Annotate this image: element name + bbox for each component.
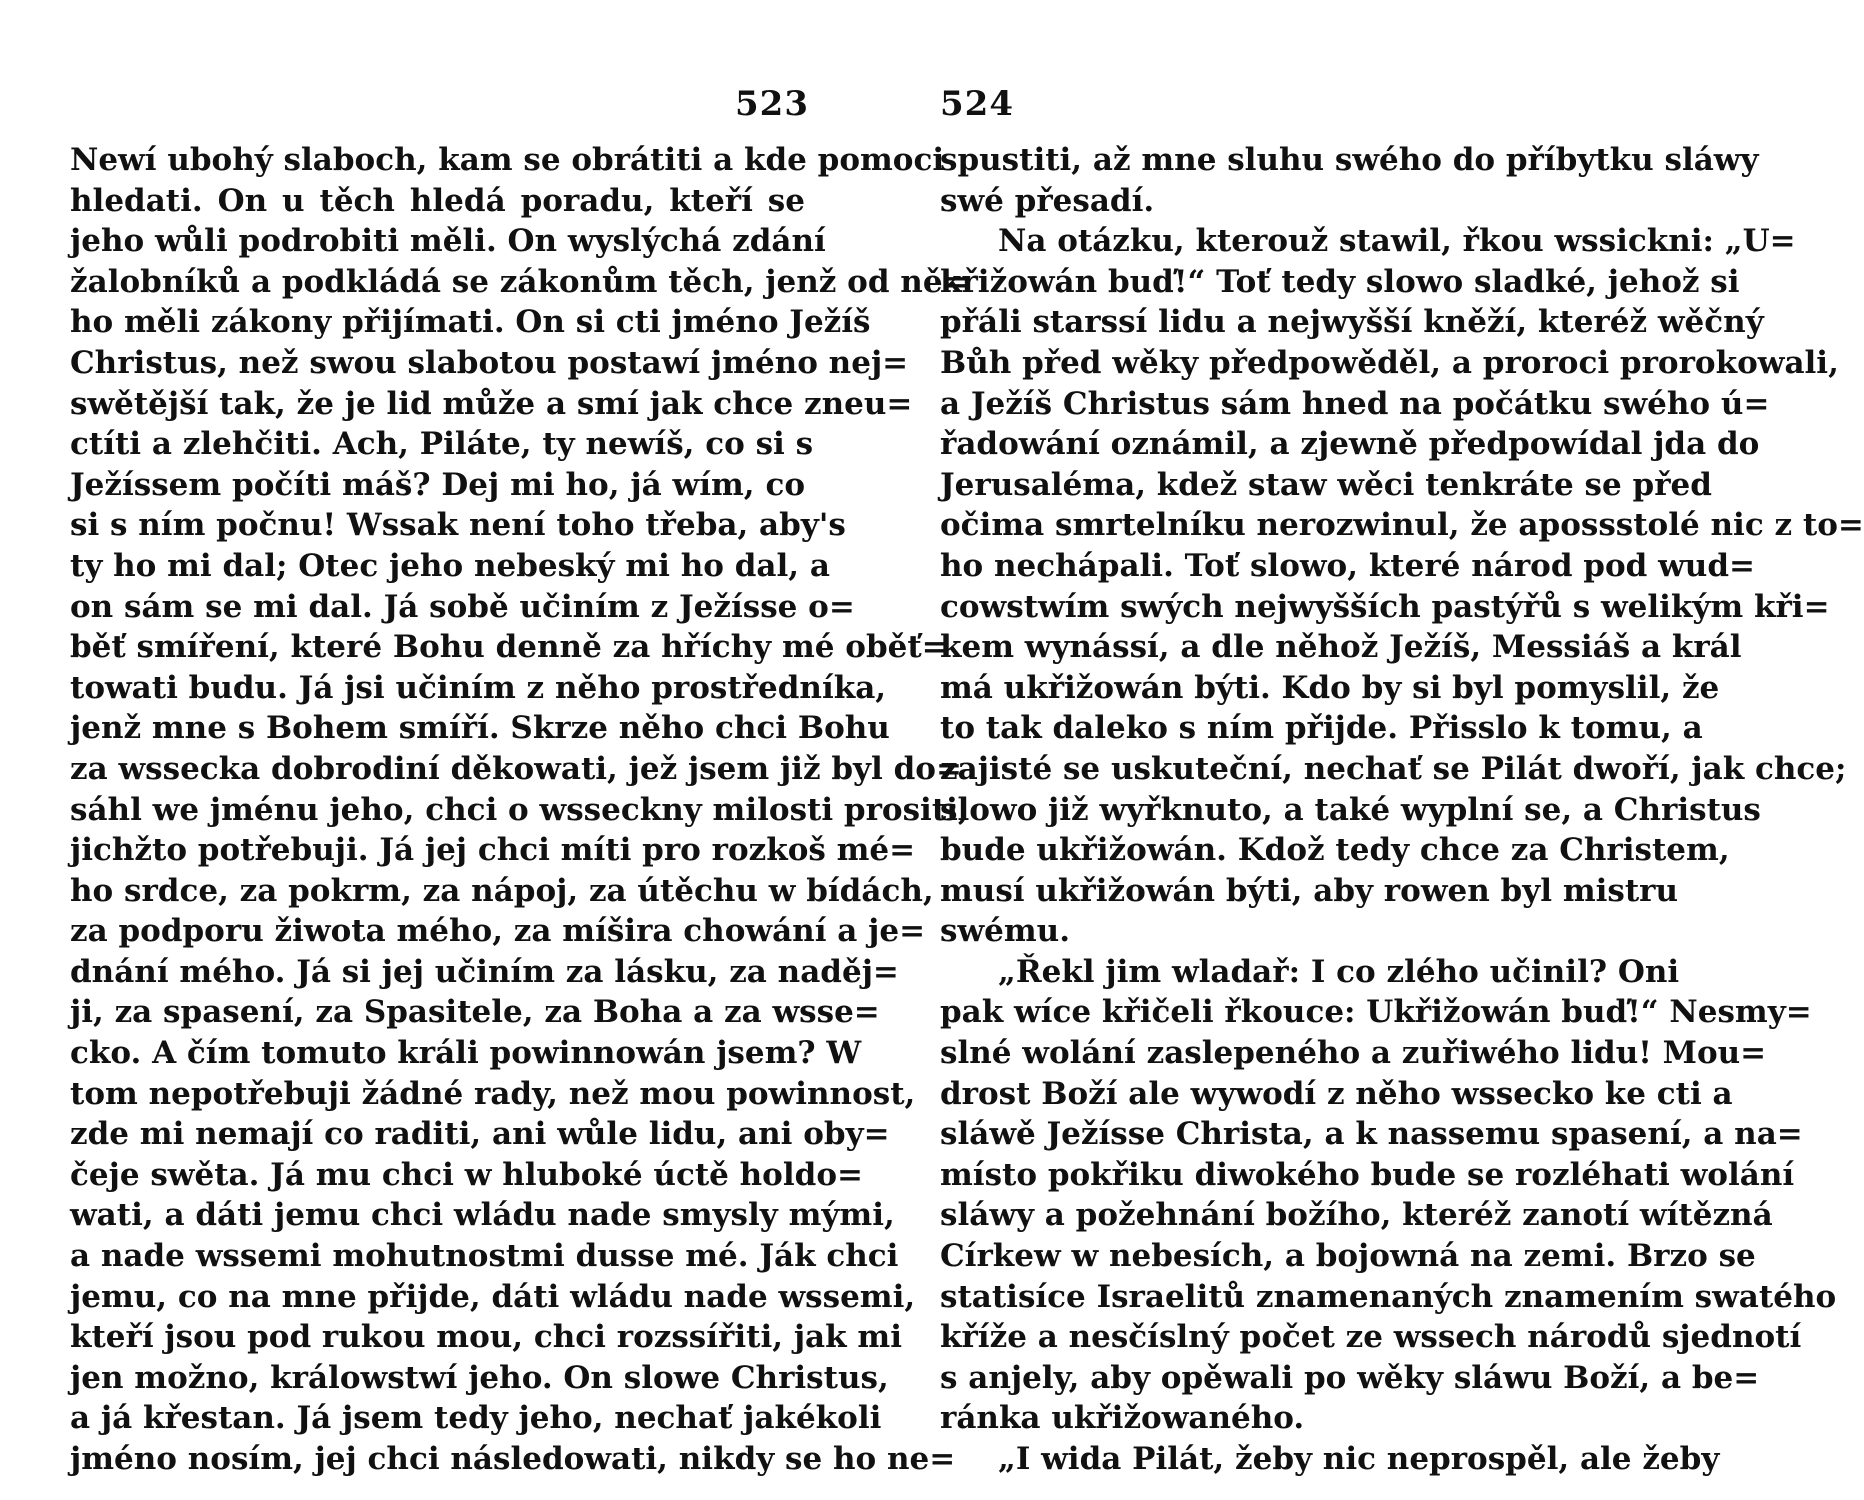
text-line: jeho wůli podrobiti měli. On wyslýchá zdání xyxy=(70,223,826,260)
text-line: ho měli zákony přijímati. On si cti jméno Ježíš xyxy=(70,304,871,341)
text-line: kříže a nesčíslný počet ze wssech národů sjednotí xyxy=(940,1319,1802,1356)
text-line: jenž mne s Bohem smíří. Skrze něho chci Bohu xyxy=(70,710,890,747)
text-line: ránka ukřižowaného. xyxy=(940,1400,1305,1437)
text-line: očima smrtelníku nerozwinul, že apossstolé nic z to= xyxy=(940,507,1864,544)
text-line: slowo již wyřknuto, a také wyplní se, a Christus xyxy=(940,791,1761,828)
left-page-text xyxy=(70,140,969,1480)
text-line: Ježíssem počíti máš? Dej mi ho, já wím, co xyxy=(70,466,805,503)
text-line: běť smíření, které Bohu denně za hříchy mé oběť= xyxy=(70,629,948,666)
text-line: on sám se mi dal. Já sobě učiním z Ježísse o= xyxy=(70,588,855,625)
text-line: Christus, než swou slabotou postawí jméno nej= xyxy=(70,344,909,381)
text-line: ty ho mi dal; Otec jeho nebeský mi ho dal, a xyxy=(70,547,830,584)
text-line: jméno nosím, jej chci následowati, nikdy se ho ne= xyxy=(70,1441,956,1477)
text-line: bude ukřižowán. Kdož tedy chce za Christem, xyxy=(940,832,1730,869)
text-line: křižowán buď!“ Toť tedy slowo sladké, jehož si xyxy=(940,263,1740,300)
text-line: Církew w nebesích, a bojowná na zemi. Brzo se xyxy=(940,1238,1756,1275)
text-line: swému. xyxy=(940,913,1070,950)
text-line: „Řekl jim wladař: I co zlého učinil? Oni xyxy=(998,953,1680,990)
text-line: hledati. On u těch hledá poradu, kteří se xyxy=(70,182,805,219)
text-line: Jerusaléma, kdež staw wěci tenkráte se před xyxy=(940,466,1712,503)
text-line: swětější tak, že je lid může a smí jak chce zneu= xyxy=(70,385,913,422)
text-line: ji, za spasení, za Spasitele, za Boha a za wsse= xyxy=(70,994,880,1031)
text-line: to tak daleko s ním přijde. Přisslo k tomu, a xyxy=(940,710,1703,747)
text-line: pak wíce křičeli řkouce: Ukřižowán buď!“ Nesmy= xyxy=(940,994,1812,1031)
text-line: „I wida Pilát, žeby nic neprospěl, ale žeby xyxy=(998,1441,1720,1477)
text-line: přáli starssí lidu a nejwyšší kněží, kteréž wěčný xyxy=(940,304,1764,341)
text-line: čeje swěta. Já mu chci w hluboké úctě holdo= xyxy=(70,1156,863,1193)
text-line: a Ježíš Christus sám hned na počátku swého ú= xyxy=(940,385,1770,422)
text-line: má ukřižowán býti. Kdo by si byl pomyslil, že xyxy=(940,669,1720,706)
text-line: swé přesadí. xyxy=(940,182,1155,219)
text-line: slné wolání zaslepeného a zuřiwého lidu! Mou= xyxy=(940,1035,1767,1072)
text-line: tom nepotřebuji žádné rady, než mou powinnost, xyxy=(70,1075,916,1112)
text-line: si s ním počnu! Wssak není toho třeba, aby's xyxy=(70,507,846,544)
text-line: a nade wssemi mohutnostmi dusse mé. Ják chci xyxy=(70,1238,899,1275)
text-line: jen možno, králowstwí jeho. On slowe Christus, xyxy=(70,1359,889,1396)
text-line: jemu, co na mne přijde, dáti wládu nade wssemi, xyxy=(70,1278,916,1315)
text-line: dnání mého. Já si jej učiním za lásku, za naděj= xyxy=(70,953,899,990)
text-line: jichžto potřebuji. Já jej chci míti pro rozkoš mé= xyxy=(70,832,916,869)
text-line: Bůh před wěky předpowěděl, a proroci prorokowali, xyxy=(940,344,1839,381)
text-line: za podporu žiwota mého, za míšira chowání a je= xyxy=(70,913,926,950)
text-line: žalobníků a podkládá se zákonům těch, jenž od ně= xyxy=(70,263,969,300)
text-line: sláwě Ježísse Christa, a k nassemu spasení, a na= xyxy=(940,1116,1803,1153)
text-line: cko. A čím tomuto králi powinnowán jsem? W xyxy=(70,1035,862,1072)
text-line: statisíce Israelitů znamenaných znamením swatého xyxy=(940,1278,1837,1315)
text-line: wati, a dáti jemu chci wládu nade smysly mými, xyxy=(70,1197,895,1234)
text-line: a já křestan. Já jsem tedy jeho, nechať jakékoli xyxy=(70,1400,882,1437)
text-line: zde mi nemají co raditi, ani wůle lidu, ani oby= xyxy=(70,1116,890,1153)
text-line: místo pokřiku diwokého bude se rozléhati wolání xyxy=(940,1156,1795,1193)
text-line: za wssecka dobrodiní děkowati, jež jsem již byl do= xyxy=(70,750,962,787)
text-line: kem wynássí, a dle něhož Ježíš, Messiáš a král xyxy=(940,629,1742,666)
right-page-text xyxy=(940,140,1864,1480)
text-line: drost Boží ale wywodí z něho wssecko ke cti a xyxy=(940,1075,1733,1112)
text-line: cowstwím swých nejwyšších pastýřů s welikým kři= xyxy=(940,588,1830,625)
text-line: musí ukřižowán býti, aby rowen byl mistru xyxy=(940,872,1679,909)
page-number-left: 523 xyxy=(735,84,809,124)
text-line: kteří jsou pod rukou mou, chci rozssířiti, jak mi xyxy=(70,1319,902,1356)
text-line: s anjely, aby opěwali po wěky sláwu Boží, a be= xyxy=(940,1359,1760,1396)
text-line: towati budu. Já jsi učiním z něho prostředníka, xyxy=(70,669,887,706)
page-number-right: 524 xyxy=(940,84,1014,124)
text-line: sláwy a požehnání božího, kteréž zanotí wítězná xyxy=(940,1197,1773,1234)
text-line: Newí ubohý slaboch, kam se obrátiti a kde pomoci xyxy=(70,142,945,178)
text-line: řadowání oznámil, a zjewně předpowídal jda do xyxy=(940,426,1760,463)
text-line: sáhl we jménu jeho, chci o wsseckny milosti prositi, xyxy=(70,791,969,828)
text-line: ctíti a zlehčiti. Ach, Piláte, ty newíš, co si s xyxy=(70,426,814,463)
text-line: ho srdce, za pokrm, za nápoj, za útěchu w bídách, xyxy=(70,872,934,909)
text-line: spustiti, až mne sluhu swého do příbytku sláwy xyxy=(940,142,1759,178)
text-line: Na otázku, kterouž stawil, řkou wssickni: „U= xyxy=(998,223,1796,260)
text-line: zajisté se uskuteční, nechať se Pilát dwoří, jak chce; xyxy=(940,750,1847,787)
text-line: ho nechápali. Toť slowo, které národ pod wud= xyxy=(940,547,1755,584)
